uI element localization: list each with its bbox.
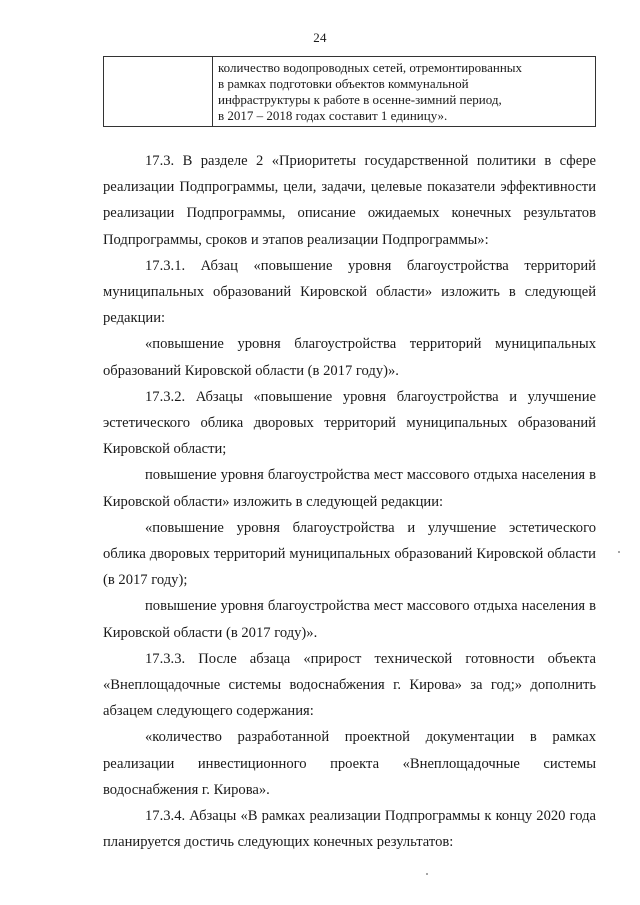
table-line: в 2017 – 2018 годах составит 1 единицу».: [218, 108, 448, 123]
paragraph-17-3: 17.3. В разделе 2 «Приоритеты государственной политики в сфере реализации Подпрограммы, цели, задачи, целевые показатели эффективности реализации Подпрограммы, описание ожидаемых конечных результатов Подпрограммы, сроков и этапов реализации Подпрограммы»:: [103, 153, 596, 248]
body-text: [103, 148, 596, 855]
paragraph-mass-recreation: повышение уровня благоустройства мест массового отдыха населения в Кировской области» изложить в следующей редакции:: [103, 467, 596, 510]
table-line: количество водопроводных сетей, отремонтированных: [218, 60, 523, 75]
table-cell-empty: [104, 57, 213, 127]
table-row: [104, 57, 596, 127]
table-cell-text: [213, 57, 596, 127]
table-line: в рамках подготовки объектов коммунальной: [218, 76, 469, 91]
table-fragment: [103, 56, 596, 127]
table-line: инфраструктуры к работе в осенне-зимний период,: [218, 92, 502, 107]
paragraph-17-3-2: 17.3.2. Абзацы «повышение уровня благоустройства и улучшение эстетического облика дворовых территорий муниципальных образований Кировской области;: [103, 388, 596, 458]
paragraph-quote-1: «повышение уровня благоустройства территорий муниципальных образований Кировской области (в 2017 году)».: [103, 336, 596, 379]
scan-speck: [618, 551, 620, 553]
paragraph-quote-3: повышение уровня благоустройства мест массового отдыха населения в Кировской области (в 2017 году)».: [103, 598, 596, 641]
scan-speck: [426, 873, 428, 875]
page-number: 24: [313, 30, 327, 45]
paragraph-quote-4: «количество разработанной проектной документации в рамках реализации инвестиционного проекта «Внеплощадочные системы водоснабжения г. Кирова».: [103, 729, 596, 798]
paragraph-quote-2: «повышение уровня благоустройства и улучшение эстетического облика дворовых территорий муниципальных образований Кировской области (в 2017 году);: [103, 519, 596, 589]
paragraph-17-3-3: 17.3.3. После абзаца «прирост технической готовности объекта «Внеплощадочные системы водоснабжения г. Кирова» за год;» дополнить абзацем следующего содержания:: [103, 650, 596, 720]
paragraph-17-3-4: 17.3.4. Абзацы «В рамках реализации Подпрограммы к концу 2020 года планируется достичь следующих конечных результатов:: [103, 808, 596, 851]
paragraph-17-3-1: 17.3.1. Абзац «повышение уровня благоустройства территорий муниципальных образований Кировской области» изложить в следующей редакции:: [103, 257, 596, 327]
